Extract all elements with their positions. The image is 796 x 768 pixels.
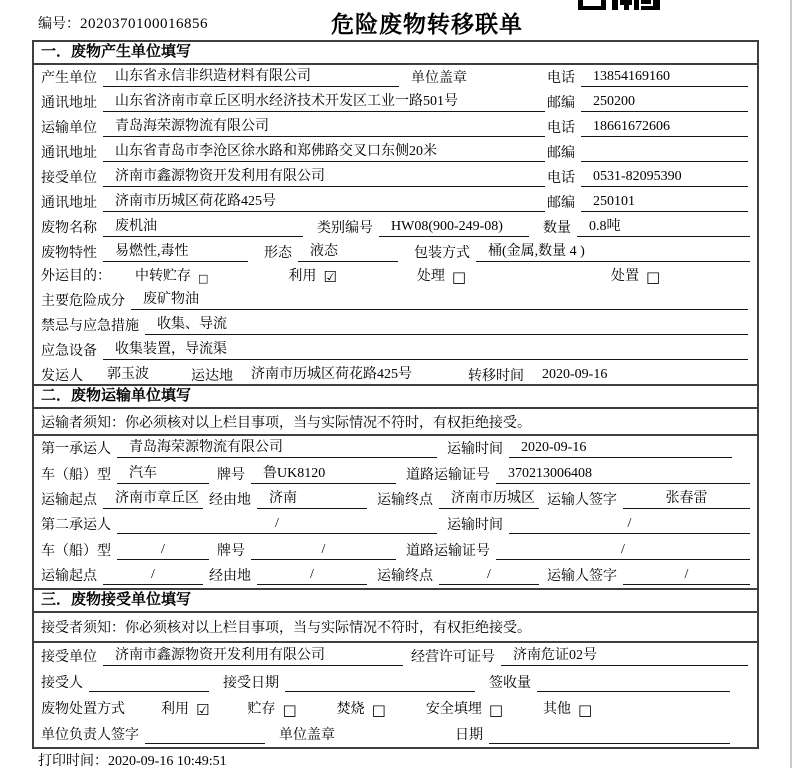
row-transport-unit	[34, 115, 757, 140]
field-label: 第二承运人	[41, 518, 111, 534]
field-label: 禁忌与应急措施	[41, 319, 139, 334]
transporter-signature-value: 张春雷	[623, 487, 750, 509]
plate-number-2-value: /	[251, 542, 396, 560]
disposal-option	[426, 698, 503, 718]
waste-property-value: 易燃性,毒性	[103, 240, 248, 262]
field-label: 运输人签字	[547, 492, 617, 508]
receiver-unit-value: 济南市鑫源物资开发利用有限公司	[103, 165, 545, 187]
option-label: 利用	[161, 702, 189, 717]
field-label: 运输时间	[447, 518, 503, 534]
checkbox-landfill: □	[488, 701, 504, 719]
field-label: 道路运输证号	[406, 467, 490, 483]
license-number-value: 济南危证02号	[501, 644, 748, 666]
emergency-measures-value: 收集、导流	[145, 313, 748, 335]
field-label: 邮编	[547, 146, 575, 161]
accept-person-value	[89, 675, 209, 692]
field-label: 产生单位	[41, 71, 97, 86]
hazard-components-value: 废矿物油	[131, 288, 748, 310]
field-label: 主要危险成分	[41, 294, 125, 309]
field-label: 数量	[543, 221, 571, 236]
waste-form-value: 液态	[298, 240, 398, 262]
section2-header: 二．废物运输单位填写	[34, 384, 757, 409]
plate-number-value: 鲁UK8120	[251, 462, 396, 484]
consignor-value: 郭玉波	[89, 363, 167, 385]
option-label: 利用	[288, 269, 317, 284]
receiver-zip-value: 250101	[581, 194, 748, 212]
vehicle-type-2-value: /	[117, 542, 209, 560]
purpose-option	[135, 265, 208, 285]
vehicle-type-value: 汽车	[117, 462, 209, 484]
qr-code-fragment	[578, 0, 660, 10]
print-time-label: 打印时间：	[38, 754, 108, 768]
disposal-option	[337, 698, 386, 718]
packaging-value: 桶(金属,数量 4 )	[476, 240, 750, 262]
row-second-carrier	[34, 512, 757, 537]
field-label: 运输人签字	[547, 568, 617, 584]
checkbox-utilize-2: ☑	[196, 701, 210, 719]
producer-phone-value: 13854169160	[581, 69, 748, 87]
section2-body	[34, 436, 757, 588]
checkbox-treat: □	[451, 268, 467, 286]
destination-value: 济南市历城区荷花路425号	[239, 363, 454, 385]
unit-stamp-label-2: 单位盖章	[279, 728, 335, 743]
producer-zip-value: 250200	[581, 94, 748, 112]
section1-body	[34, 65, 757, 384]
row-accept-unit	[34, 643, 757, 669]
checkbox-transit-storage: □	[198, 272, 209, 285]
row-route-2	[34, 563, 757, 588]
field-label: 邮编	[547, 96, 575, 111]
field-label: 外运目的：	[41, 269, 111, 284]
field-label: 运输终点	[377, 492, 433, 508]
page-title: 危险废物转移联单	[331, 12, 523, 37]
field-label: 废物名称	[41, 221, 97, 236]
field-label: 废物处置方式	[41, 702, 125, 717]
section3-body	[34, 643, 757, 747]
transport-date-value: 2020-09-16	[509, 440, 732, 458]
field-label: 转移时间	[468, 369, 524, 384]
field-label: 电话	[547, 171, 575, 186]
route-via-value: 济南	[257, 487, 367, 509]
serial-number	[38, 13, 208, 33]
field-label: 运输起点	[41, 568, 97, 584]
receiver-address-value: 济南市历城区荷花路425号	[103, 190, 545, 212]
serial-label: 编号：	[38, 17, 80, 32]
option-label: 焚烧	[336, 702, 365, 717]
waste-quantity-value: 0.8吨	[577, 215, 750, 237]
field-label: 运输起点	[41, 492, 97, 508]
field-label: 应急设备	[41, 344, 97, 359]
row-responsible-signature	[34, 721, 757, 747]
field-label: 经由地	[209, 492, 251, 508]
row-hazard-components	[34, 288, 757, 313]
print-time	[38, 750, 227, 768]
field-label: 通讯地址	[41, 146, 97, 161]
row-vehicle-type-1	[34, 461, 757, 486]
route-origin-2-value: /	[103, 567, 203, 585]
producer-unit-value: 山东省永信非织造材料有限公司	[103, 65, 399, 87]
transport-zip-value	[581, 145, 748, 162]
field-label: 接受日期	[223, 676, 279, 691]
transfer-date-value: 2020-09-16	[530, 367, 750, 385]
route-end-value: 济南市历城区	[439, 487, 539, 509]
transport-address-value: 山东省青岛市李沧区徐水路和郑佛路交叉口东侧20米	[103, 140, 545, 162]
second-carrier-value: /	[117, 516, 437, 534]
section1-header: 一．废物产生单位填写	[34, 42, 757, 65]
field-label: 接受单位	[41, 171, 97, 186]
field-label: 车（船）型	[41, 543, 111, 559]
field-label: 接受单位	[41, 650, 97, 665]
accept-unit-value: 济南市鑫源物资开发利用有限公司	[103, 644, 403, 666]
field-label: 运输单位	[41, 121, 97, 136]
row-producer-address	[34, 90, 757, 115]
field-label: 经由地	[209, 568, 251, 584]
checkbox-storage: □	[282, 701, 297, 719]
received-quantity-value	[537, 675, 730, 692]
field-label: 发运人	[41, 369, 83, 384]
field-label: 运输终点	[377, 568, 433, 584]
disposal-option	[543, 698, 592, 718]
field-label: 电话	[547, 121, 575, 136]
disposal-option	[161, 698, 209, 718]
receiver-phone-value: 0531-82095390	[581, 169, 748, 187]
checkbox-dispose: □	[646, 268, 661, 286]
row-producer-unit	[34, 65, 757, 90]
field-label: 单位负责人签字	[41, 728, 139, 743]
field-label: 通讯地址	[41, 96, 97, 111]
row-emergency-measures	[34, 313, 757, 338]
checkbox-other: □	[578, 701, 593, 719]
field-label: 形态	[264, 246, 292, 261]
row-receiver-unit	[34, 165, 757, 190]
field-label: 废物特性	[41, 246, 97, 261]
emergency-equipment-value: 收集装置，导流渠	[103, 338, 748, 360]
purpose-option	[611, 265, 660, 285]
field-label: 牌号	[217, 543, 245, 559]
receiver-notice: 接受者须知：你必须核对以上栏目事项，当与实际情况不符时，有权拒绝接受。	[34, 613, 757, 643]
transporter-signature-2-value: /	[623, 567, 750, 585]
field-label: 电话	[547, 71, 575, 86]
waste-code-value: HW08(900-249-08)	[379, 219, 529, 237]
checkbox-utilize: ☑	[323, 268, 337, 286]
row-waste-property	[34, 240, 757, 265]
transport-unit-value: 青岛海荣源物流有限公司	[103, 115, 545, 137]
producer-address-value: 山东省济南市章丘区明水经济技术开发区工业一路501号	[103, 90, 545, 112]
responsible-signature-value	[145, 727, 265, 744]
first-carrier-value: 青岛海荣源物流有限公司	[117, 436, 437, 458]
row-route-1	[34, 487, 757, 512]
field-label: 日期	[455, 728, 483, 743]
field-label: 第一承运人	[41, 442, 111, 458]
purpose-option	[288, 265, 336, 285]
option-label: 处理	[416, 269, 445, 284]
transport-phone-value: 18661672606	[581, 119, 748, 137]
row-transfer-purpose	[34, 265, 757, 288]
field-label: 接受人	[41, 676, 83, 691]
row-emergency-equipment	[34, 338, 757, 363]
field-label: 类别编号	[317, 221, 373, 236]
route-via-2-value: /	[257, 567, 367, 585]
option-label: 其他	[543, 702, 572, 717]
row-vehicle-type-2	[34, 537, 757, 562]
field-label: 牌号	[217, 467, 245, 483]
checkbox-incinerate: □	[371, 701, 386, 719]
page-right-edge	[790, 0, 792, 768]
option-label: 中转贮存	[135, 269, 191, 284]
field-label: 道路运输证号	[406, 543, 490, 559]
unit-stamp-label: 单位盖章	[411, 71, 467, 86]
row-transport-address	[34, 140, 757, 165]
road-permit-2-value: /	[496, 542, 750, 560]
form-table	[32, 40, 759, 749]
transport-date-2-value: /	[509, 516, 750, 534]
field-label: 包装方式	[414, 246, 470, 261]
route-origin-value: 济南市章丘区	[103, 487, 203, 509]
field-label: 运输时间	[447, 442, 503, 458]
road-permit-value: 370213006408	[496, 466, 750, 484]
field-label: 车（船）型	[41, 467, 111, 483]
row-receiver-address	[34, 190, 757, 215]
route-end-2-value: /	[439, 567, 539, 585]
transporter-notice: 运输者须知：你必须核对以上栏目事项，当与实际情况不符时，有权拒绝接受。	[34, 409, 757, 436]
field-label: 经营许可证号	[411, 650, 495, 665]
option-label: 安全填埋	[425, 702, 482, 717]
stamp-date-value	[489, 727, 730, 744]
accept-date-value	[285, 675, 475, 692]
purpose-option	[417, 265, 466, 285]
print-time-value: 2020-09-16 10:49:51	[108, 754, 227, 768]
row-first-carrier	[34, 436, 757, 461]
serial-value: 2020370100016856	[80, 16, 208, 32]
section3-header: 三．废物接受单位填写	[34, 588, 757, 613]
field-label: 邮编	[547, 196, 575, 211]
row-waste-name	[34, 215, 757, 240]
disposal-option	[247, 698, 296, 718]
waste-name-value: 废机油	[103, 215, 303, 237]
row-disposal-method	[34, 695, 757, 721]
row-accept-person	[34, 669, 757, 695]
option-label: 处置	[611, 269, 640, 284]
field-label: 通讯地址	[41, 196, 97, 211]
option-label: 贮存	[247, 702, 276, 717]
field-label: 运达地	[191, 369, 233, 384]
field-label: 签收量	[489, 676, 531, 691]
